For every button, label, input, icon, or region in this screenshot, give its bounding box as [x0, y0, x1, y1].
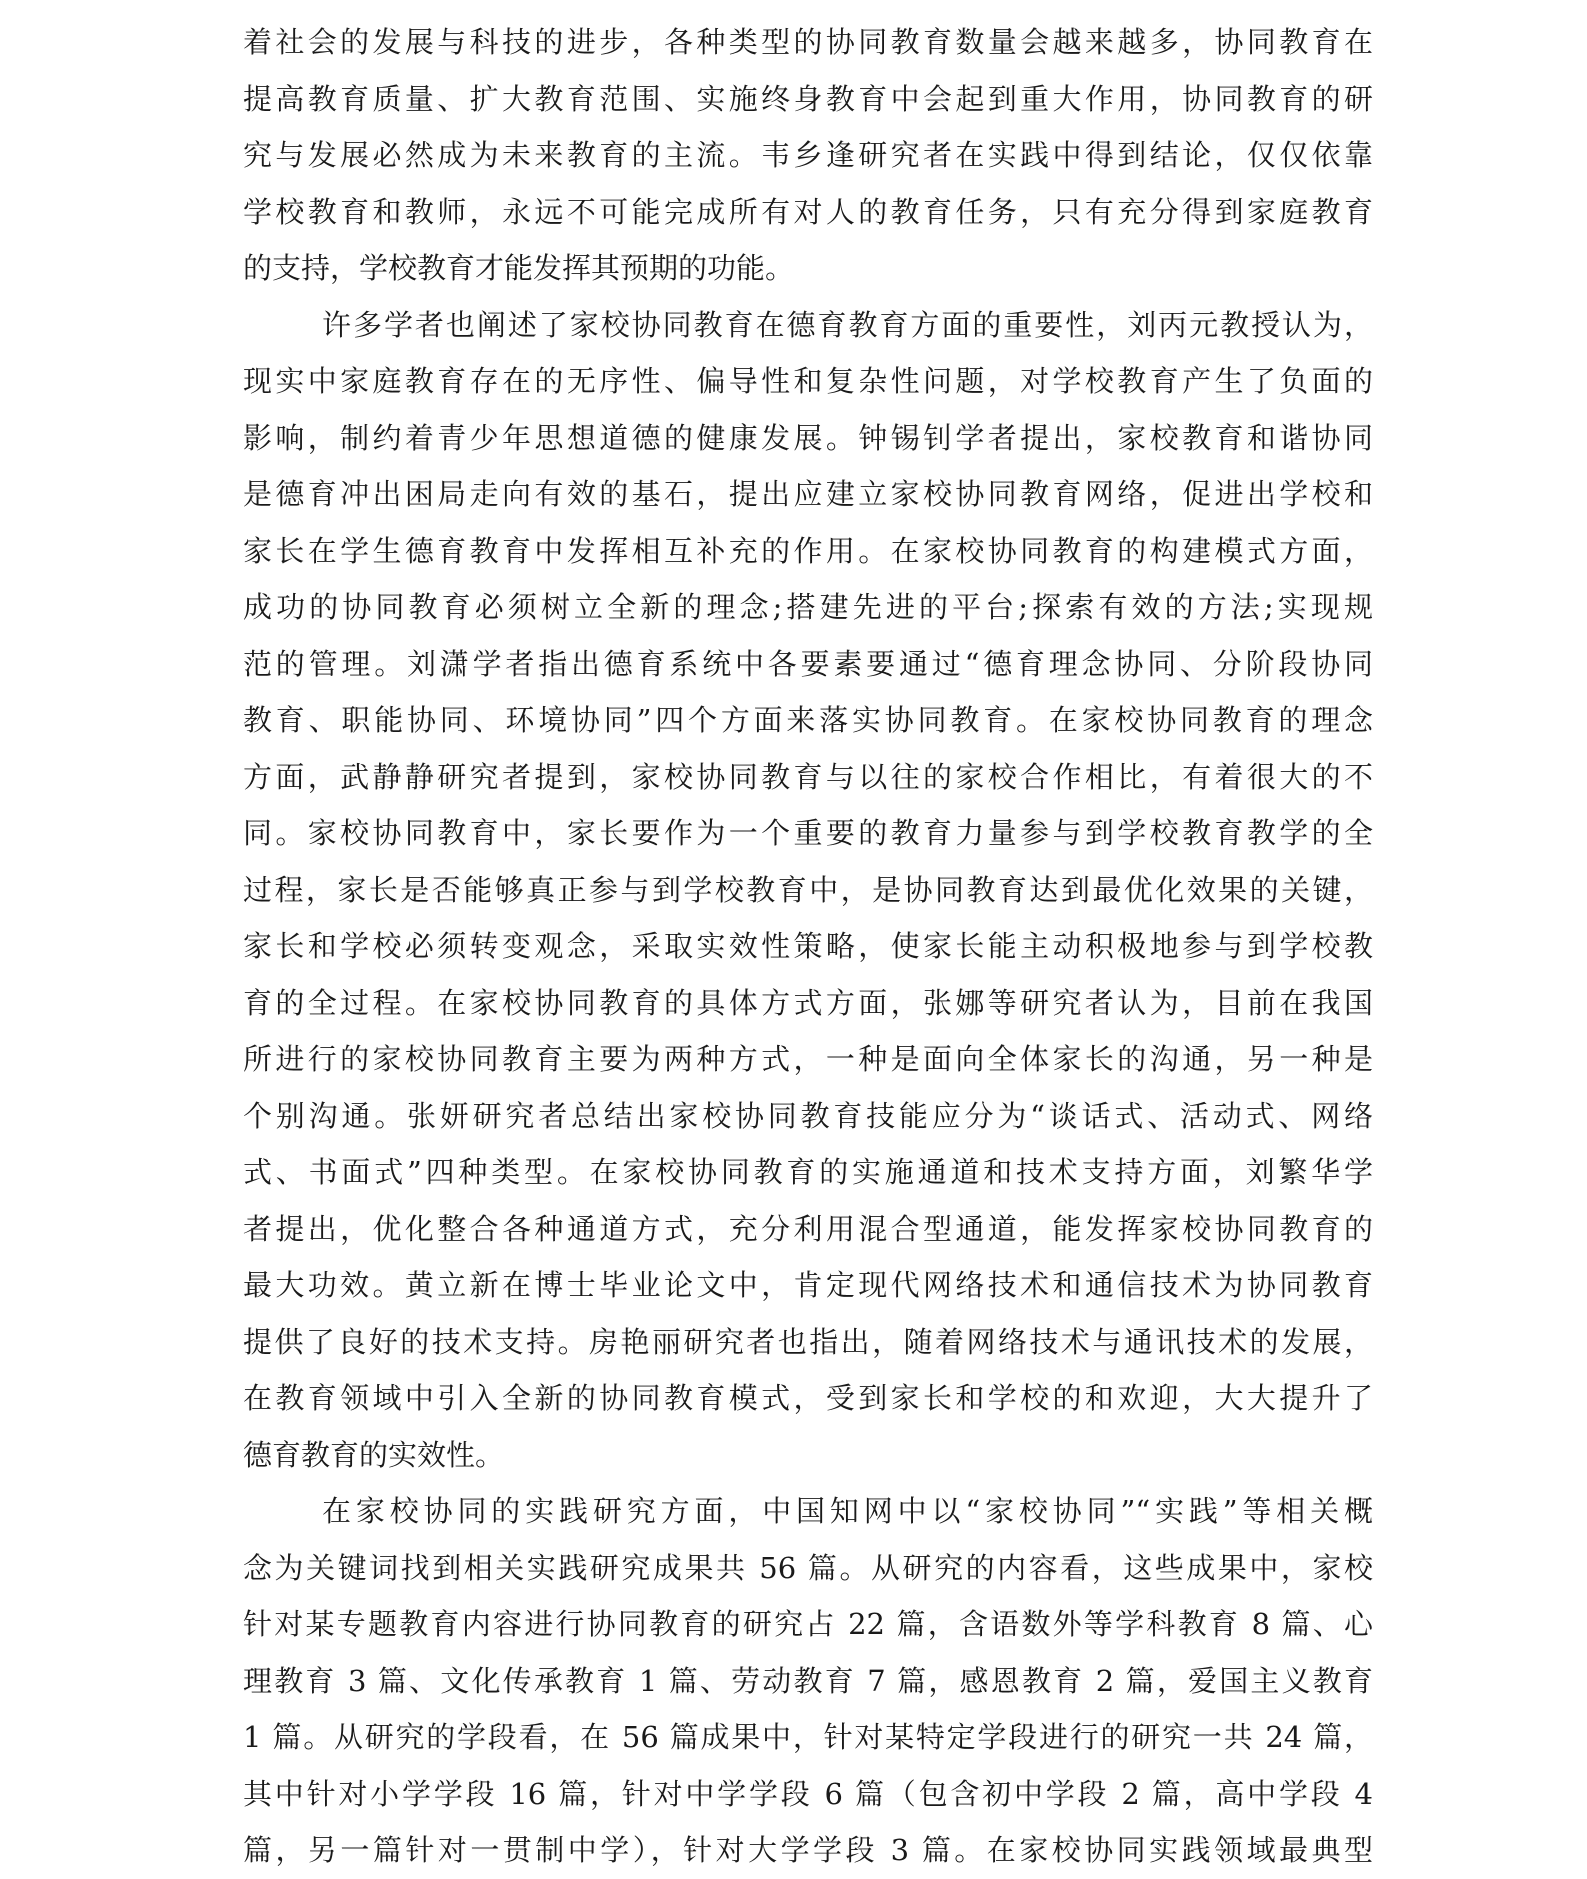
text-line: 篇，另一篇针对一贯制中学），针对大学学段 3 篇。在家校协同实践领域最典型 — [243, 1833, 1373, 1867]
text-line: 在教育领域中引入全新的协同教育模式，受到家长和学校的和欢迎，大大提升了 — [243, 1381, 1373, 1415]
text-line: 在家校协同的实践研究方面，中国知网中以“家校协同”“实践”等相关概 — [322, 1494, 1373, 1528]
text-line: 其中针对小学学段 16 篇，针对中学学段 6 篇（包含初中学段 2 篇，高中学段 4 — [243, 1776, 1373, 1811]
text-line: 着社会的发展与科技的进步，各种类型的协同教育数量会越来越多，协同教育在 — [243, 25, 1373, 59]
text-line: 者提出，优化整合各种通道方式，充分利用混合型通道，能发挥家校协同教育的 — [243, 1211, 1373, 1246]
text-line: 家长和学校必须转变观念，采取实效性策略，使家长能主动积极地参与到学校教 — [243, 929, 1373, 963]
text-line: 学校教育和教师，永远不可能完成所有对人的教育任务，只有充分得到家庭教育 — [243, 194, 1373, 229]
text-line: 个别沟通。张妍研究者总结出家校协同教育技能应分为“谈话式、活动式、网络 — [243, 1098, 1373, 1133]
text-line: 式、书面式”四种类型。在家校协同教育的实施通道和技术支持方面，刘繁华学 — [243, 1155, 1373, 1189]
text-line: 现实中家庭教育存在的无序性、偏导性和复杂性问题，对学校教育产生了负面的 — [243, 364, 1373, 398]
text-line: 念为关键词找到相关实践研究成果共 56 篇。从研究的内容看，这些成果中，家校 — [243, 1550, 1373, 1585]
text-line: 针对某专题教育内容进行协同教育的研究占 22 篇，含语数外等学科教育 8 篇、心 — [243, 1607, 1373, 1641]
text-line: 理教育 3 篇、文化传承教育 1 篇、劳动教育 7 篇，感恩教育 2 篇，爱国主义教育 — [243, 1663, 1373, 1698]
text-line: 教育、职能协同、环境协同”四个方面来落实协同教育。在家校协同教育的理念 — [243, 703, 1373, 737]
text-line: 究与发展必然成为未来教育的主流。韦乡逢研究者在实践中得到结论，仅仅依靠 — [243, 138, 1373, 172]
text-line: 提供了良好的技术支持。房艳丽研究者也指出，随着网络技术与通讯技术的发展， — [243, 1324, 1373, 1359]
text-line: 成功的协同教育必须树立全新的理念;搭建先进的平台;探索有效的方法;实现规 — [243, 590, 1373, 624]
text-line: 家长在学生德育教育中发挥相互补充的作用。在家校协同教育的构建模式方面， — [243, 533, 1373, 568]
text-line: 1 篇。从研究的学段看，在 56 篇成果中，针对某特定学段进行的研究一共 24 篇， — [243, 1720, 1373, 1754]
text-line: 许多学者也阐述了家校协同教育在德育教育方面的重要性，刘丙元教授认为， — [322, 307, 1373, 342]
text-line: 方面，武静静研究者提到，家校协同教育与以往的家校合作相比，有着很大的不 — [243, 759, 1373, 794]
document-body — [243, 14, 1373, 1879]
text-line: 影响，制约着青少年思想道德的健康发展。钟锡钊学者提出，家校教育和谐协同 — [243, 420, 1373, 455]
text-line: 育的全过程。在家校协同教育的具体方式方面，张娜等研究者认为，目前在我国 — [243, 985, 1373, 1020]
text-line: 所进行的家校协同教育主要为两种方式，一种是面向全体家长的沟通，另一种是 — [243, 1042, 1373, 1076]
text-line: 的支持，学校教育才能发挥其预期的功能。 — [243, 251, 795, 285]
text-line: 德育教育的实效性。 — [243, 1437, 505, 1472]
text-line: 同。家校协同教育中，家长要作为一个重要的教育力量参与到学校教育教学的全 — [243, 816, 1373, 850]
text-line: 提高教育质量、扩大教育范围、实施终身教育中会起到重大作用，协同教育的研 — [243, 81, 1373, 116]
text-line: 最大功效。黄立新在博士毕业论文中，肯定现代网络技术和通信技术为协同教育 — [243, 1268, 1373, 1302]
text-line: 过程，家长是否能够真正参与到学校教育中，是协同教育达到最优化效果的关键， — [243, 872, 1373, 907]
text-line: 范的管理。刘潇学者指出德育系统中各要素要通过“德育理念协同、分阶段协同 — [243, 646, 1373, 681]
text-line: 是德育冲出困局走向有效的基石，提出应建立家校协同教育网络，促进出学校和 — [243, 477, 1373, 511]
